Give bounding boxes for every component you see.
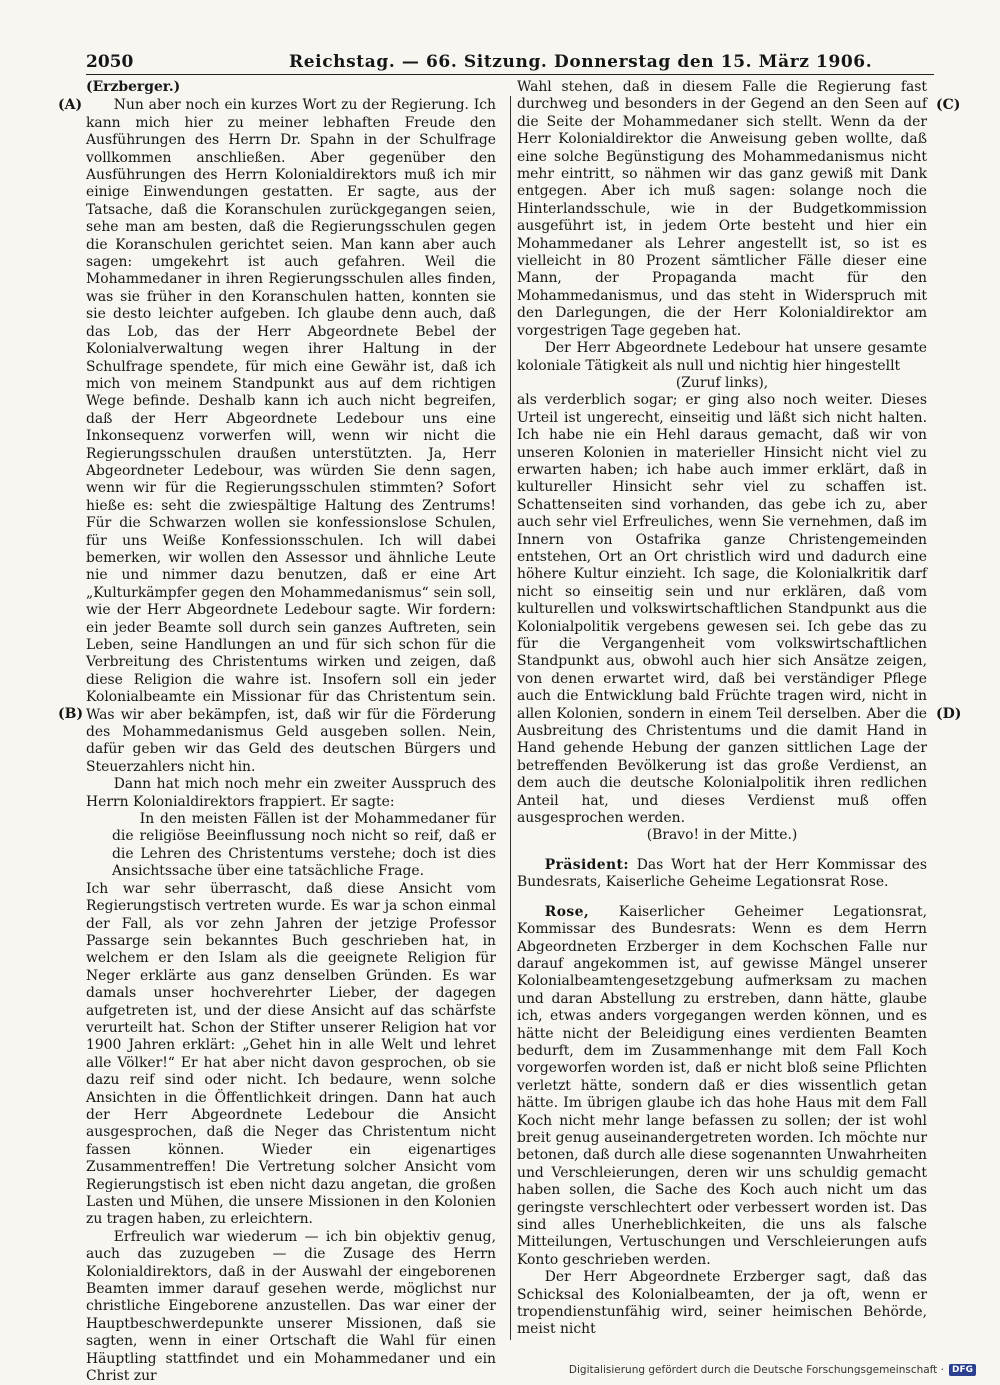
paragraph: Nun aber noch ein kurzes Wort zu der Regierung. Ich kann mich hier zu meiner lebhaften Freude den Ausführungen des Herrn Dr. Spahn in der Schulfrage vollkommen anschließen. Aber gegenüber den Ausführungen des Herrn Kolonialdirektors muß ich mir einige Einwendungen gestatten. Er sagte, aus der Tatsache, daß die Koranschulen zurückgegangen seien, sehe man am besten, daß die Regierungsschulen gegen die Koranschulen gerichtet seien. Man kann aber auch sagen: umgekehrt ist auch gefahren. Weil die Mohammedaner in ihren Regierungsschulen alles finden, was sie früher in den Koranschulen hatten, konnten sie sie desto leichter aufgeben. Ich glaube denn auch, daß das Lob, das der Herr Abgeordnete Bebel der Kolonialverwaltung wegen ihrer Haltung in der Schulfrage spendete, für mich eine Gewähr ist, daß ich mich von meinem Standpunkt aus auf dem richtigen Wege befinde. Deshalb kann ich auch nicht begreifen, daß der Herr Abgeordnete Ledebour uns eine Inkonsequenz vorwerfen will, wenn wir nicht die Regierungsschulen draußen unterstützten. Ja, Herr Abgeordneter Ledebour, was würden Sie denn sagen, wenn wir für die Regierungsschulen stimmten? Sofort hieße es: seht die zwiespältige Haltung des Zentrums! Für die Schwarzen wollen sie konfessionslose Schulen, für uns Weiße Konfessionsschulen. Ich will dabei bemerken, wir wollen den Assessor und ähnliche Leute nie und nimmer dazu benutzen, daß er eine Art „Kulturkämpfer gegen den Mohammedanismus“ sein soll, wie der Herr Abgeordnete Ledebour sagte. Wir fordern: ein jeder Beamte soll durch sein ganzes Auftreten, sein Leben, seine Handlungen an und für sich schon für die Verbreitung des Christentums wirken und zeigen, daß diese Religion die wahre ist. Insofern soll ein jeder Kolonialbeamte ein Missionar für das Christentum sein. Was wir aber bekämpfen, ist, daß wir für die Förderung des Mohammedanismus Geld ausgeben sollen. Nein, dafür geben wir das Geld des deutschen Bürgers und Steuerzahlers nicht hin.	[86, 97, 496, 775]
paragraph: Wahl stehen, daß in diesem Falle die Regierung fast durchweg und besonders in der Gegend an den Seen auf die Seite der Mohammedaner sich stellt. Wenn da der Herr Kolonialdirektor die Anweisung geben wollte, daß eine solche Begünstigung des Mohammedanismus nicht mehr eintritt, so nähmen wir das ganz gewiß mit Dank entgegen. Aber ich muß sagen: solange noch die Hinterlandsschule, wie in der Budgetkommission ausgeführt ist, in jedem Orte besteht und hier ein Mohammedaner als Lehrer angestellt ist, so ist es vielleicht in 80 Prozent sämtlicher Fälle dieser eine Mann, der Propaganda macht für den Mohammedanismus, und das steht in Widerspruch mit den Darlegungen, die der Herr Kolonialdirektor am vorgestrigen Tage gegeben hat.	[517, 79, 927, 339]
page-number: 2050	[86, 52, 134, 72]
page-header	[86, 52, 934, 75]
paragraph: als verderblich sogar; er ging also noch weiter. Dieses Urteil ist ungerecht, einseitig und läßt sich nicht halten. Ich habe nie ein Hehl daraus gemacht, daß wir von unseren Kolonien in materieller Hinsicht nicht viel zu erwarten haben; ich habe auch immer erklärt, daß in kultureller Hinsicht sehr viel zu schaffen ist. Schattenseiten sind vorhanden, das gebe ich zu, aber auch sehr viel Erfreuliches, wenn Sie vernehmen, daß im Innern von Ostafrika ganze Christengemeinden entstehen, Ort an Ort christlich wird und dadurch eine höhere Kultur einzieht. Ich sage, die Kolonialkritik darf nicht so einseitig sein und nur erklären, daß vom kulturellen und volkswirtschaftlichen Standpunkt aus die Kolonialpolitik vergebens gewesen sei. Ich gebe das zu für die Vergangenheit vom volkswirtschaftlichen Standpunkt aus, obwohl auch hier sich Ansätze zeigen, von denen erwartet wird, daß bei verständiger Pflege auch die Entwicklung bald Früchte tragen wird, nicht in allen Kolonien, sondern in einem Teil derselben. Aber die Ausbreitung des Christentums und die damit Hand in Hand gehende Hebung der ganzen sittlichen Lage der betreffenden Bevölkerung ist das große Verdienst, an dem auch die deutsche Kolonialpolitik ihren redlichen Anteil hat, und dieses Verdienst muß offen ausgesprochen werden.	[517, 392, 927, 827]
margin-marker-d: (D)	[936, 706, 962, 722]
statement-text: Kaiserlicher Geheimer Legationsrat, Kommissar des Bundesrats: Wenn es dem Herrn Abgeordneten Erzberger in dem Kochschen Falle nur darauf angekommen ist, auf gewisse Mängel unserer Kolonialbeamtengesetzgebung aufmerksam zu machen und daran Abstellung zu erstreben, dann hätte, glaube ich, etwas anders vorgegangen werden können, und es hätte nicht der Beleidigung eines verdienten Beamten bedurft, dem im Zusammenhange mit dem Fall Koch vorgeworfen worden ist, daß er nicht bloß seine Pflichten verletzt hätte, sondern daß er dies wissentlich getan hätte. Im übrigen glaube ich das hohe Haus mit dem Fall Koch nicht mehr lange befassen zu sollen; der ist wohl breit genug auseinandergetreten worden. Ich möchte nur betonen, daß durch alle diese sogenannten Unwahrheiten und Verschleierungen, deren wir uns schuldig gemacht haben sollen, die Sache des Koch auch nicht um das geringste verschlechtert oder verbessert worden ist. Das sind alles Unerheblichkeiten, die uns als falsche Mitteilungen, Vertuschungen und Verschleierungen aufs Konto geschrieben werden.	[517, 903, 927, 1268]
left-column	[86, 79, 496, 1385]
paragraph: Ich war sehr überrascht, daß diese Ansicht vom Regierungstisch vertreten wurde. Es war ja schon einmal der Fall, als vor zehn Jahren der jetzige Professor Passarge sein bekanntes Buch geschrieben hat, in welchem er den Islam als die geeignete Religion für Neger erklärte aus ganz denselben Gründen. Es war damals unser hochverehrter Lieber, der dagegen aufgetreten ist, und der diese Ansicht auf das schärfste verurteilt hat. Schon der Stifter unserer Religion hat vor 1900 Jahren erklärt: „Gehet hin in alle Welt und lehret alle Völker!“ Er hat aber nicht davon gesprochen, ob sie dazu reif sind oder nicht. Ich bedaure, wenn solche Ansichten in die Öffentlichkeit dringen. Dann hat auch der Herr Abgeordnete Ledebour die Ansicht ausgesprochen, daß die Neger das Christentum nicht fassen können. Wieder ein eigenartiges Zusammentreffen! Die Vertretung solcher Ansicht vom Regierungstisch ist eben nicht dazu angetan, die großen Lasten und Mühen, die unsere Missionen in den Kolonien zu tragen haben, zu erleichtern.	[86, 880, 496, 1228]
speaker-tag: (Erzberger.)	[86, 79, 181, 95]
margin-marker-b: (B)	[58, 706, 84, 722]
margin-marker-c: (C)	[936, 97, 961, 113]
footer	[569, 1364, 976, 1376]
footer-text: Digitalisierung gefördert durch die Deutsche Forschungsgemeinschaft ·	[568, 1364, 944, 1376]
dfg-logo: DFG	[949, 1364, 976, 1376]
block-quote: In den meisten Fällen ist der Mohammedaner für die religiöse Beeinflussung noch nicht so reif, daß er die Lehren des Christentums verstehe; doch ist dies Ansichtssache über eine tatsächliche Frage.	[112, 811, 496, 880]
interjection: (Bravo! in der Mitte.)	[646, 827, 798, 844]
statement-text: Das Wort hat der Herr Kommissar des Bundesrats, Kaiserliche Geheime Legationsrat Rose.	[517, 856, 927, 891]
right-column	[517, 79, 927, 1337]
column-divider	[510, 96, 511, 1340]
margin-marker-a: (A)	[58, 97, 83, 113]
paragraph: Der Herr Abgeordnete Erzberger sagt, daß das Schicksal des Kolonialbeamten, der ja oft, wenn er tropendienstunfähig wird, seiner heimischen Behörde, meist nicht	[517, 1269, 927, 1338]
paragraph: Der Herr Abgeordnete Ledebour hat unsere gesamte koloniale Tätigkeit als null und nichtig hier hingestellt	[517, 340, 927, 374]
paragraph: Dann hat mich noch mehr ein zweiter Ausspruch des Herrn Kolonialdirektors frappiert. Er sagte:	[86, 776, 496, 810]
rose-statement	[517, 904, 927, 1270]
president-statement	[517, 857, 927, 892]
paragraph: Erfreulich war wiederum — ich bin objektiv genug, auch das zuzugeben — die Zusage des Herrn Kolonialdirektors, daß in der Auswahl der eingeborenen Beamten immer darauf gesehen werde, möglichst nur christliche Eingeborene anzustellen. Das war einer der Hauptbeschwerdepunkte unserer Missionen, daß sie sagten, wenn in einer Ortschaft die Wahl für einen Häuptling stattfindet und ein Mohammedaner und ein Christ zur	[86, 1228, 496, 1385]
running-head: Reichstag. — 66. Sitzung. Donnerstag den 15. März 1906.	[289, 52, 873, 72]
speaker-name: Präsident:	[544, 856, 629, 873]
speaker-name: Rose,	[544, 903, 590, 920]
interjection: (Zuruf links),	[675, 374, 769, 391]
